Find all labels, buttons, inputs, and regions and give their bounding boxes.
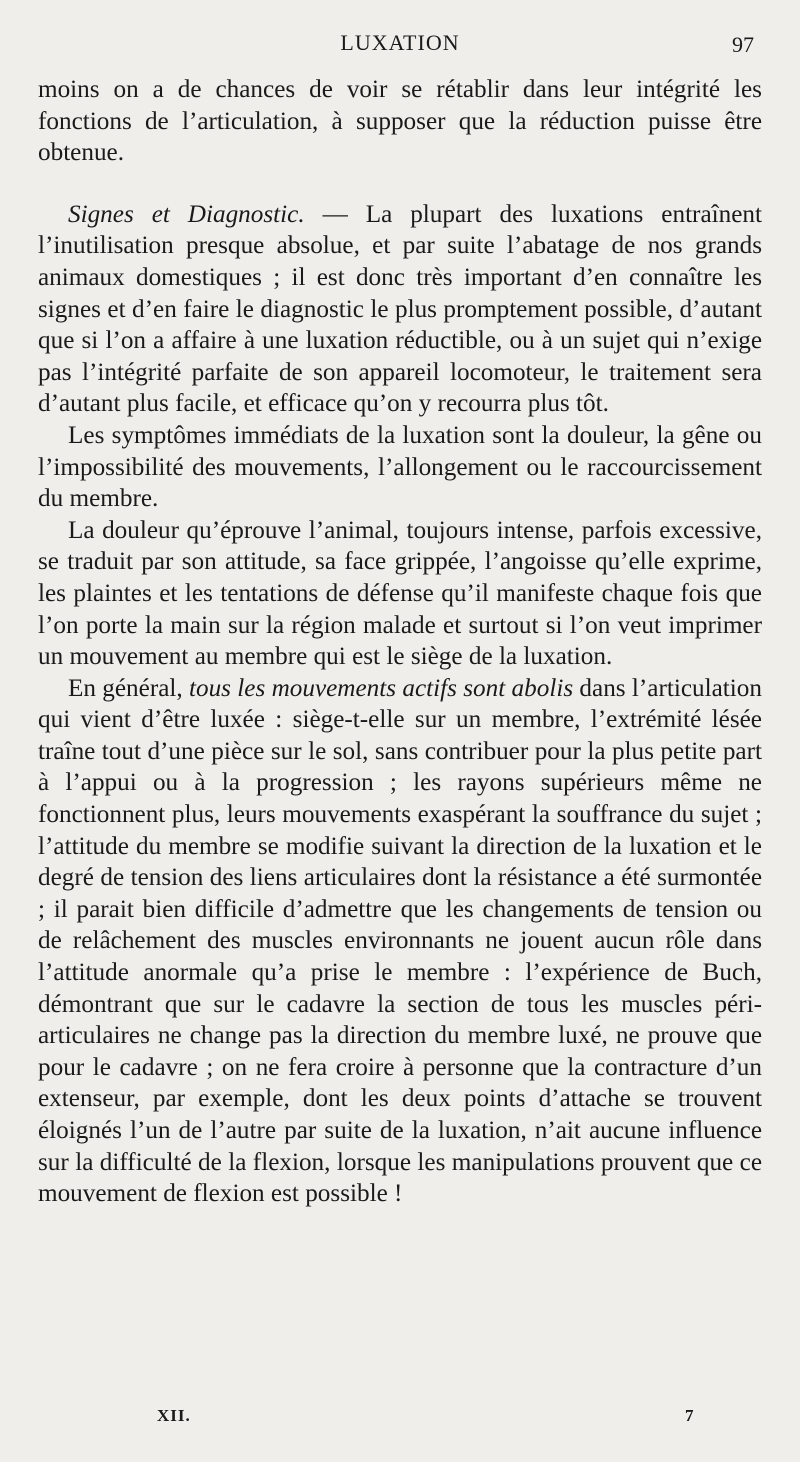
paragraph-text: dans l’articulation qui vient d’être luxée : siège-t-elle sur un membre, l’extrémité lésée traîne tout d’une pièce sur le sol, sans contribuer pour la plus petite part à l’appui ou à la progression ; les rayons supérieurs même ne fonctionnent plus, leurs mouvements exaspérant la souffrance du sujet ; l’attitude du membre se modifie suivant la direction de la luxation et le degré de tension des liens articulaires dont la résistance a été surmontée ; il parait bien difficile d’admettre que les changements de tension ou de relâchement des muscles environnants ne jouent aucun rôle dans l’attitude anormale qu’a prise le membre : l’expérience de Buch, démontrant que sur le cadavre la section de tous les muscles péri-articulaires ne change pas la direction du membre luxé, ne prouve que pour le cadavre ; on ne fera croire à personne que la contracture d’un extenseur, par exemple, dont les deux points d’attache se trouvent éloignés l’un de l’autre par suite de la luxation, n’ait aucune influence sur la difficulté de la flexion, lorsque les manipulations prouvent que ce mouvement de flexion est possible !: [38, 674, 762, 1208]
paragraph-mouvements: [38, 673, 762, 1210]
paragraph-text: En général,: [68, 674, 189, 702]
page-number: 97: [732, 32, 754, 57]
emphasized-text: tous les mouvements actifs sont abolis: [189, 674, 574, 702]
paragraph-continuation: moins on a de chances de voir se rétablir dans leur intégrité les fonctions de l’articulation, à supposer que la réduction puisse être obtenue.: [38, 76, 762, 167]
paragraph-douleur: La douleur qu’éprouve l’animal, toujours intense, parfois excessive, se traduit par son attitude, sa face grippée, l’angoisse qu’elle exprime, les plaintes et les tentations de défense qu’il manifeste chaque fois que l’on porte la main sur la région malade et surtout si l’on veut imprimer un mouvement au membre qui est le siège de la luxation.: [38, 516, 762, 671]
page-header: [0, 30, 800, 60]
paragraph-signes-diagnostic: [38, 199, 762, 420]
body-text: [38, 74, 762, 1210]
paragraph-text: — La plupart des luxations entraînent l’inutilisation presque absolue, et par suite l’abatage de nos grands animaux domestiques ; il est donc très important d’en connaître les signes et d’en faire le diagnostic le plus promptement possible, d’autant que si l’on a affaire à une luxation réductible, ou à un sujet qui n’exige pas l’intégrité parfaite de son appareil locomoteur, le traitement sera d’autant plus facile, et efficace qu’on y recourra plus tôt.: [38, 200, 762, 418]
sheet-number: 7: [685, 1406, 694, 1425]
paragraph-symptomes: Les symptômes immédiats de la luxation sont la douleur, la gêne ou l’impossibilité des mouvements, l’allongement ou le raccourcissement du membre.: [38, 421, 762, 513]
running-head: LUXATION: [340, 30, 460, 55]
page-footer: [0, 1406, 800, 1434]
signature-mark: XII.: [157, 1406, 191, 1425]
section-heading: Signes et Diagnostic.: [68, 200, 305, 228]
